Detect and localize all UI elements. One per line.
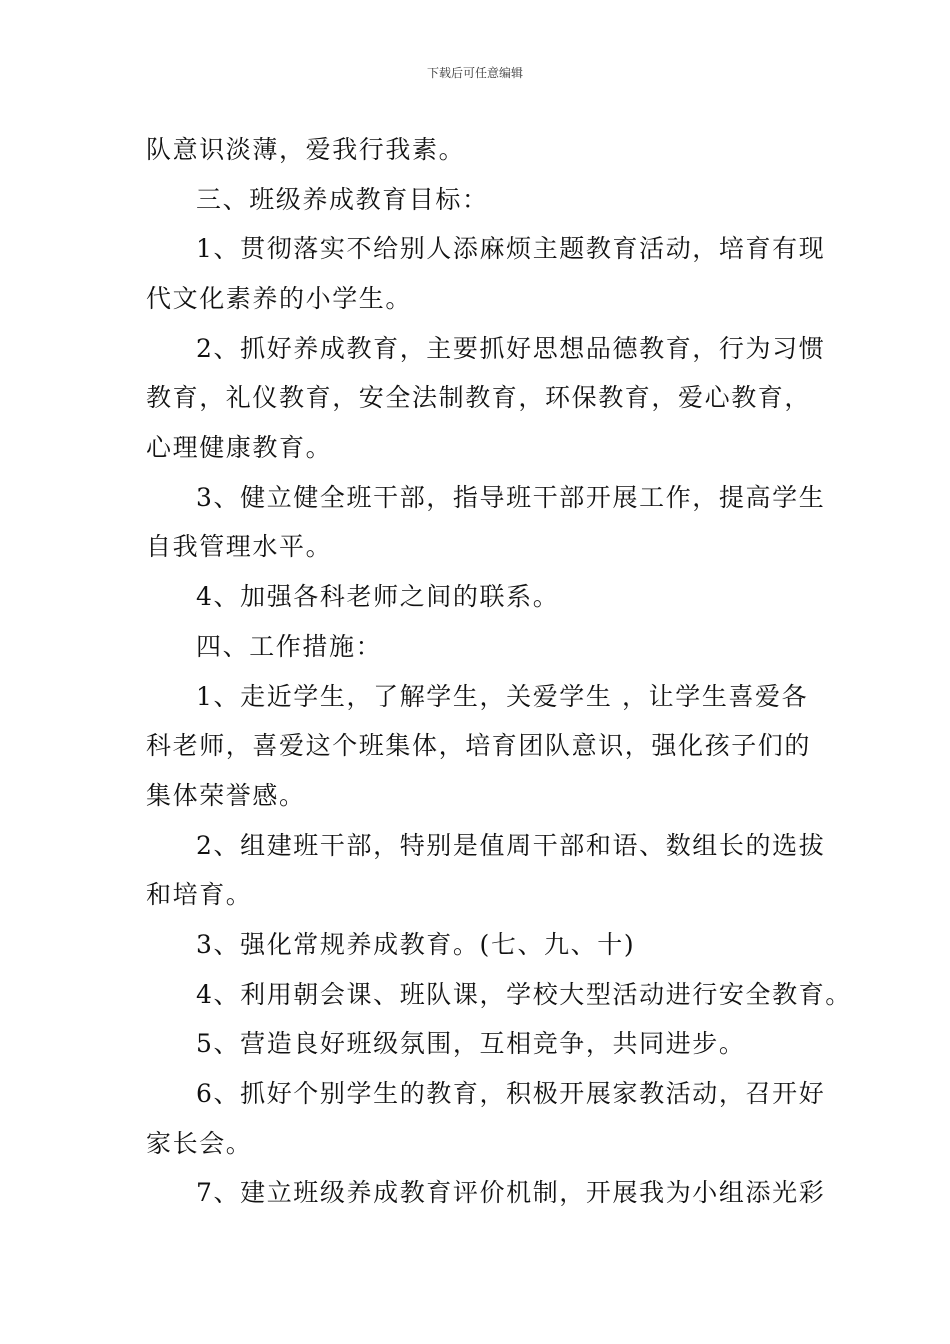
section-heading: 四、工作措施： bbox=[196, 632, 383, 661]
text-line: 教育，礼仪教育，安全法制教育，环保教育，爱心教育， bbox=[146, 383, 812, 412]
text-line: 2、组建班干部，特别是值周干部和语、数组长的选拔 bbox=[196, 831, 826, 860]
text-line: 2、抓好养成教育，主要抓好思想品德教育，行为习惯 bbox=[196, 334, 826, 363]
section-heading: 三、班级养成教育目标： bbox=[196, 185, 489, 214]
text-line: 和培育。 bbox=[146, 880, 253, 909]
text-line: 代文化素养的小学生。 bbox=[146, 284, 413, 313]
text-line: 自我管理水平。 bbox=[146, 532, 333, 561]
text-line: 5、营造良好班级氛围，互相竞争，共同进步。 bbox=[196, 1029, 746, 1058]
text-line: 心理健康教育。 bbox=[146, 433, 333, 462]
text-line: 4、利用朝会课、班队课，学校大型活动进行安全教育。 bbox=[196, 980, 852, 1009]
text-line: 集体荣誉感。 bbox=[146, 781, 306, 810]
text-line: 队意识淡薄，爱我行我素。 bbox=[146, 135, 466, 164]
text-line: 7、建立班级养成教育评价机制，开展我为小组添光彩 bbox=[196, 1178, 826, 1207]
text-line: 4、加强各科老师之间的联系。 bbox=[196, 582, 560, 611]
text-line: 6、抓好个别学生的教育，积极开展家教活动，召开好 bbox=[196, 1079, 826, 1108]
text-line: 1、走近学生，了解学生，关爱学生 ，让学生喜爱各 bbox=[196, 682, 809, 711]
page-header: 下载后可任意编辑 bbox=[426, 66, 523, 80]
text-line: 家长会。 bbox=[146, 1129, 253, 1158]
text-line: 1、贯彻落实不给别人添麻烦主题教育活动，培育有现 bbox=[196, 234, 826, 263]
text-line: 科老师，喜爱这个班集体，培育团队意识，强化孩子们的 bbox=[146, 731, 812, 760]
text-line: 3、强化常规养成教育。(七、九、十) bbox=[196, 930, 636, 959]
text-line: 3、健立健全班干部，指导班干部开展工作，提高学生 bbox=[196, 483, 826, 512]
